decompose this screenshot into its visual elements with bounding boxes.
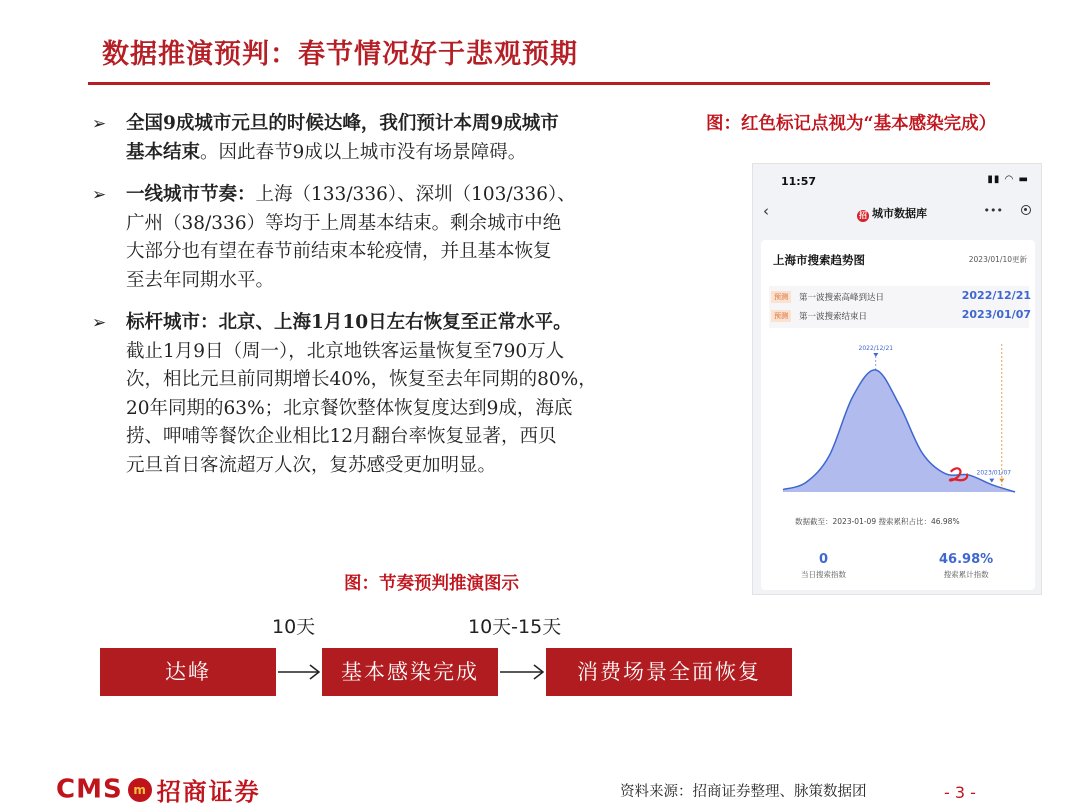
stat-value: 46.98%	[939, 552, 994, 567]
close-target-icon[interactable]	[1021, 205, 1031, 215]
duration-label-1: 10天	[272, 616, 316, 638]
phone-screenshot	[752, 163, 1042, 595]
logo-text: CMS	[56, 774, 123, 805]
bullet-list	[92, 110, 692, 494]
trend-card	[761, 240, 1035, 590]
end-triangle-icon	[989, 479, 994, 483]
bullet-line: 捞、呷哺等餐饮企业相比12月翻台率恢复显著，西贝	[126, 426, 557, 447]
bullet-line: 一线城市节奏：上海（133/336）、深圳（103/336）、	[126, 184, 576, 205]
bullet-line: 元旦首日客流超万人次，复苏感受更加明显。	[126, 454, 497, 476]
wifi-icon: ◠	[1004, 174, 1015, 185]
prediction-value: 2023/01/07	[961, 308, 1031, 321]
peak-label: 2022/12/21	[858, 345, 894, 352]
prediction-row	[771, 288, 1033, 308]
card-title: 上海市搜索趋势图	[773, 253, 865, 267]
prediction-row	[771, 307, 1033, 327]
bullet-line: 全国9成城市元旦的时候达峰，我们预计本周9成城市	[126, 113, 559, 134]
logo-cn: 招商证券	[156, 777, 261, 806]
bullet-line: 标杆城市：北京、上海1月10日左右恢复至正常水平。	[126, 312, 572, 333]
signal-icon: ▮▮	[987, 174, 1001, 185]
bullet-line: 基本结束。因此春节9成以上城市没有场景障碍。	[126, 141, 527, 163]
bullet-item-2	[92, 181, 692, 295]
stat-value: 0	[818, 552, 829, 567]
peak-triangle-icon	[873, 353, 878, 357]
flow-arrow-icon	[276, 660, 322, 684]
search-trend-chart	[765, 340, 1031, 510]
page-number: - 3 -	[944, 783, 976, 802]
back-chevron-icon[interactable]: ‹	[763, 202, 769, 220]
bullet-arrow-icon: ➢	[92, 313, 107, 333]
more-icon[interactable]: •••	[983, 204, 1003, 217]
bullet-line: 截止1月9日（周一），北京地铁客运量恢复至790万人	[126, 340, 565, 362]
bullet-arrow-icon: ➢	[92, 185, 107, 205]
logo-seal-icon: m	[128, 778, 152, 802]
peak-marker	[859, 345, 894, 370]
stat-cumulative	[939, 552, 993, 580]
end-triangle-orange-icon	[999, 479, 1004, 483]
app-logo-icon: 招	[859, 211, 867, 220]
stat-label: 搜索累计指数	[943, 570, 989, 579]
bullet-line: 次，相比元旦前同期增长40%，恢复至去年同期的80%，	[126, 369, 597, 390]
bullet-line: 20年同期的63%；北京餐饮整体恢复度达到9成，海底	[126, 397, 573, 419]
flow-arrow-icon	[498, 660, 546, 684]
bullet-item-3	[92, 309, 692, 480]
stat-label: 当日搜索指数	[801, 570, 846, 579]
duration-label-2: 10天-15天	[468, 616, 562, 638]
app-title: 招 城市数据库	[859, 207, 927, 220]
battery-icon: ▬	[1018, 174, 1029, 185]
title-divider	[88, 82, 990, 85]
data-note: 数据截至：2023-01-09 搜索累积占比：46.98%	[795, 517, 960, 526]
prediction-tag: 预测	[771, 291, 791, 303]
prediction-text: 第一波搜索高峰到达日	[799, 293, 885, 303]
end-marker	[977, 344, 1012, 492]
prediction-value: 2022/12/21	[961, 289, 1031, 302]
stat-daily	[801, 552, 846, 580]
page-title: 数据推演预判：春节情况好于悲观预期	[102, 39, 578, 70]
status-icons	[987, 174, 1029, 185]
company-logo	[56, 772, 261, 807]
bullet-item-1	[92, 110, 692, 167]
card-date: 2023/01/10更新	[968, 255, 1027, 264]
bullet-arrow-icon: ➢	[92, 114, 107, 134]
status-time: 11:57	[781, 175, 817, 188]
bullet-line: 广州（38/336）等均于上周基本结束。剩余城市中绝	[126, 212, 562, 234]
flow-caption: 图：节奏预判推演图示	[344, 574, 519, 594]
prediction-tag: 预测	[771, 310, 791, 322]
flow-step-consumption-recovery: 消费场景全面恢复	[546, 648, 792, 696]
figure-caption-right: 图：红色标记点视为“基本感染完成）	[706, 114, 997, 134]
prediction-text: 第一波搜索结束日	[799, 312, 868, 322]
flow-step-infection-complete: 基本感染完成	[322, 648, 498, 696]
flow-step-peak: 达峰	[100, 648, 276, 696]
source-note: 资料来源：招商证券整理、脉策数据团	[620, 784, 867, 800]
end-label: 2023/01/07	[976, 469, 1012, 477]
bullet-line: 大部分也有望在春节前结束本轮疫情，并且基本恢复	[126, 241, 552, 262]
bullet-line: 至去年同期水平。	[126, 269, 275, 291]
